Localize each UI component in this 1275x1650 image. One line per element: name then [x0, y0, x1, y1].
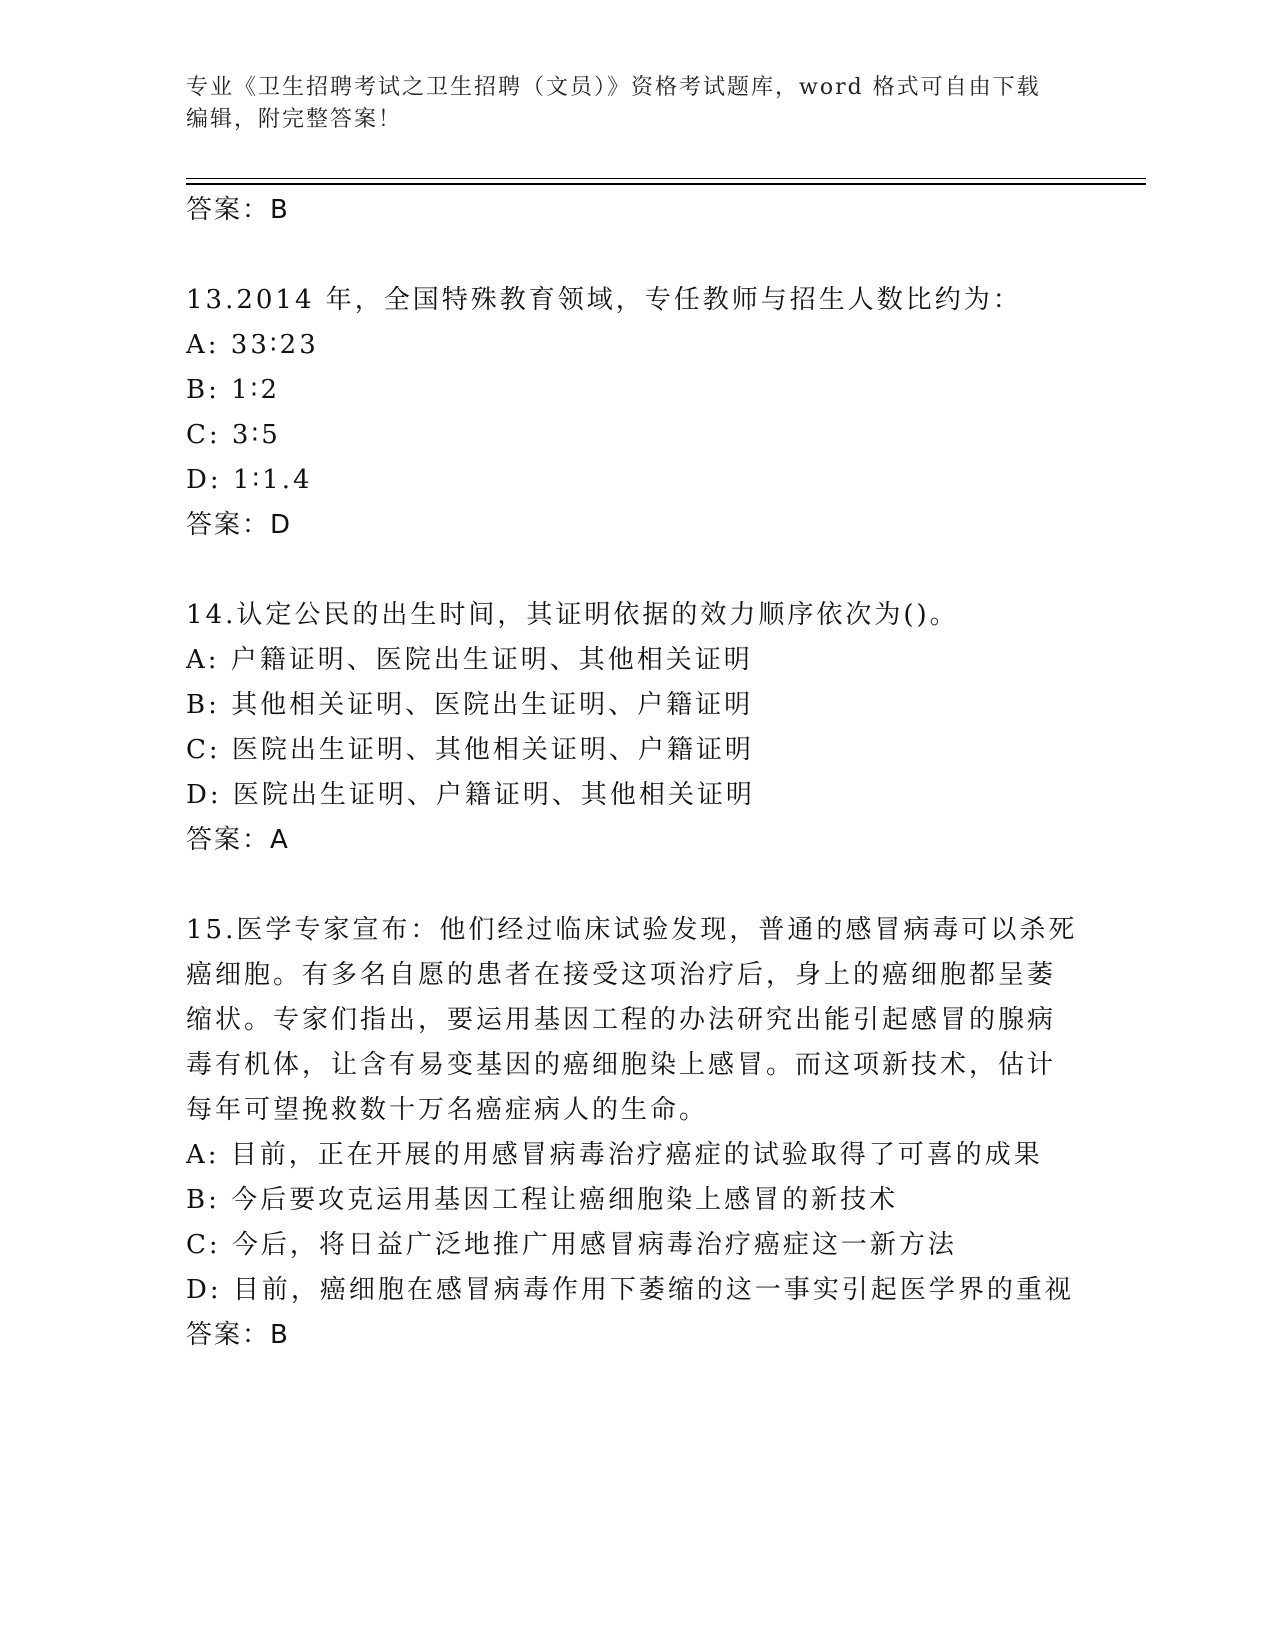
question-15 — [186, 908, 1086, 1358]
stem-line: 每年可望挽救数十万名癌症病人的生命。 — [186, 1095, 709, 1125]
document-header — [186, 72, 1086, 136]
header-divider-thin — [186, 178, 1146, 179]
question-13 — [186, 278, 1086, 548]
stem-line: 14.认定公民的出生时间，其证明依据的效力顺序依次为()。 — [186, 600, 959, 630]
option-b: B: 1∶2 — [186, 375, 280, 405]
answer-line: 答案：D — [186, 510, 293, 540]
option-c: C: 3∶5 — [186, 420, 281, 450]
option-c: C: 医院出生证明、其他相关证明、户籍证明 — [186, 735, 754, 765]
stem-line: 毒有机体，让含有易变基因的癌细胞染上感冒。而这项新技术，估计 — [186, 1050, 1057, 1080]
header-line-2: 编辑，附完整答案！ — [186, 107, 403, 132]
stem-line: 15.医学专家宣布：他们经过临床试验发现，普通的感冒病毒可以杀死 — [186, 915, 1078, 945]
question-14 — [186, 593, 1086, 863]
header-divider-thick — [186, 183, 1146, 185]
option-d: D: 目前，癌细胞在感冒病毒作用下萎缩的这一事实引起医学界的重视 — [186, 1275, 1074, 1305]
stem-line: 13.2014 年，全国特殊教育领域，专任教师与招生人数比约为： — [186, 285, 1022, 315]
answer-line: 答案：A — [186, 825, 290, 855]
stem-line: 癌细胞。有多名自愿的患者在接受这项治疗后，身上的癌细胞都呈萎 — [186, 960, 1057, 990]
answer-line: 答案：B — [186, 1320, 290, 1350]
header-line-1: 专业《卫生招聘考试之卫生招聘（文员）》资格考试题库，word 格式可自由下载 — [186, 75, 1041, 100]
option-a: A: 目前，正在开展的用感冒病毒治疗癌症的试验取得了可喜的成果 — [186, 1140, 1043, 1170]
option-c: C: 今后，将日益广泛地推广用感冒病毒治疗癌症这一新方法 — [186, 1230, 957, 1260]
question-stem — [186, 593, 1086, 638]
question-stem — [186, 908, 1086, 1133]
question-list — [186, 188, 1086, 1358]
stem-line: 缩状。专家们指出，要运用基因工程的办法研究出能引起感冒的腺病 — [186, 1005, 1057, 1035]
question-stem — [186, 278, 1086, 323]
previous-answer: 答案：B — [186, 195, 290, 225]
option-a: A: 户籍证明、医院出生证明、其他相关证明 — [186, 645, 753, 675]
option-a: A: 33∶23 — [186, 330, 319, 360]
option-b: B: 今后要攻克运用基因工程让癌细胞染上感冒的新技术 — [186, 1185, 899, 1215]
option-d: D: 1∶1.4 — [186, 465, 313, 495]
option-b: B: 其他相关证明、医院出生证明、户籍证明 — [186, 690, 754, 720]
option-d: D: 医院出生证明、户籍证明、其他相关证明 — [186, 780, 755, 810]
